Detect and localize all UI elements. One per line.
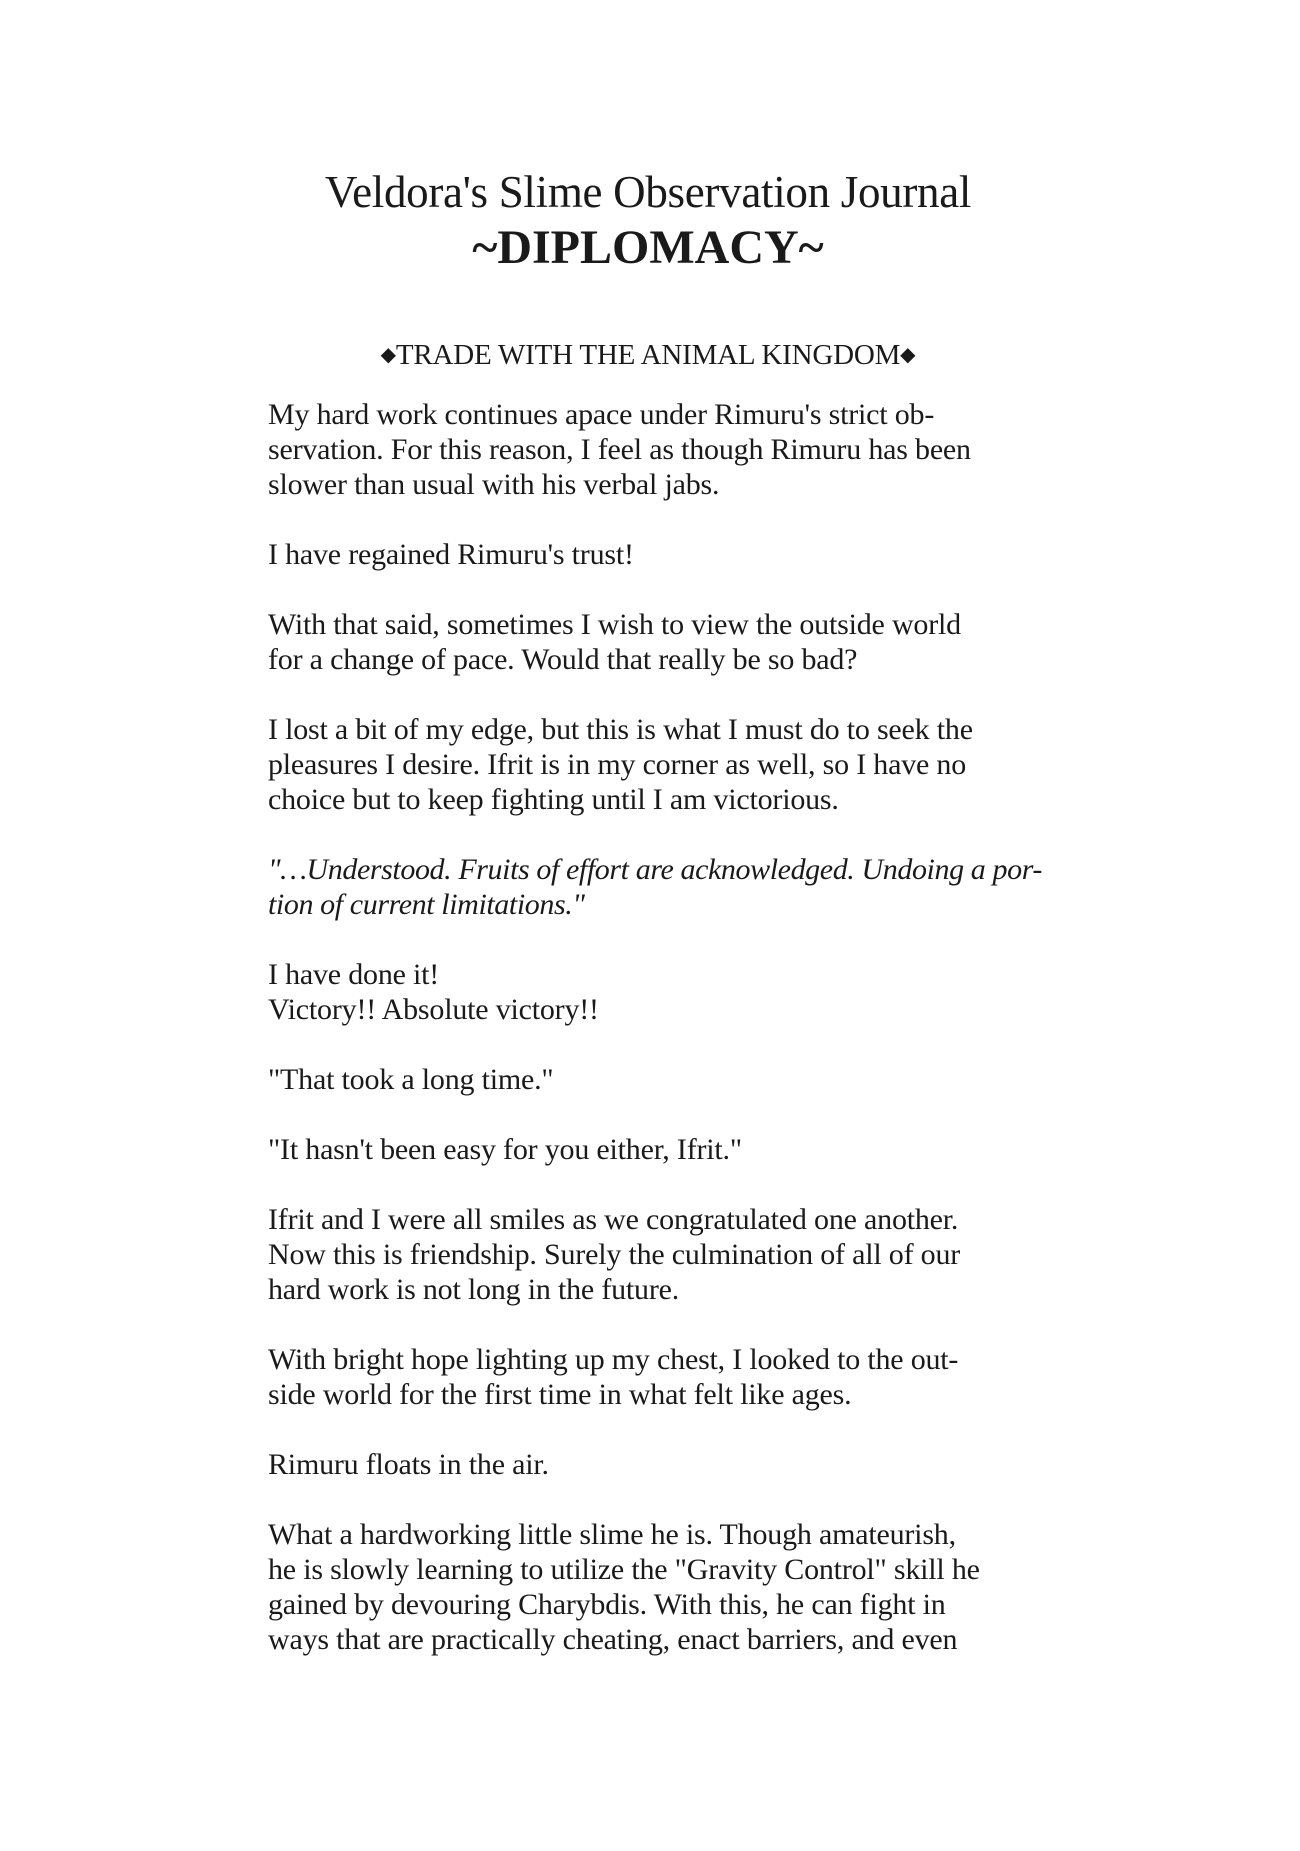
- diamond-right-icon: ◆: [900, 344, 916, 366]
- paragraph-line: I lost a bit of my edge, but this is what I must do to seek the: [268, 713, 973, 746]
- paragraph: [268, 1132, 1028, 1167]
- paragraph-line: What a hardworking little slime he is. Though amateurish,: [268, 1518, 956, 1551]
- paragraph: [268, 712, 1028, 817]
- paragraph: [268, 397, 1028, 502]
- paragraph-line: slower than usual with his verbal jabs.: [268, 468, 720, 501]
- chapter-subtitle: ~DIPLOMACY~: [472, 221, 824, 274]
- paragraph-line: "That took a long time.": [268, 1063, 554, 1096]
- paragraph-line: With that said, sometimes I wish to view the outside world: [268, 608, 961, 641]
- paragraph-line: I have done it!: [268, 958, 440, 991]
- paragraph-line: Rimuru floats in the air.: [268, 1448, 549, 1481]
- paragraph: [268, 957, 1028, 1027]
- paragraph-line: for a change of pace. Would that really be so bad?: [268, 643, 858, 676]
- journal-page: [268, 165, 1042, 1692]
- paragraph: [268, 1342, 1028, 1412]
- paragraph: [268, 1202, 1028, 1307]
- paragraph: [268, 852, 1042, 922]
- paragraph: [268, 1447, 1028, 1482]
- paragraph-line: "It hasn't been easy for you either, Ifrit.": [268, 1133, 742, 1166]
- paragraph: [268, 537, 1028, 572]
- paragraph-line: tion of current limitations.": [268, 888, 585, 921]
- paragraph-line: he is slowly learning to utilize the "Gravity Control" skill he: [268, 1553, 980, 1586]
- paragraph-line: With bright hope lighting up my chest, I looked to the out-: [268, 1343, 959, 1376]
- paragraph-line: choice but to keep fighting until I am victorious.: [268, 783, 839, 816]
- paragraph-line: Now this is friendship. Surely the culmination of all of our: [268, 1238, 961, 1271]
- paragraph-line: Victory!! Absolute victory!!: [268, 993, 599, 1026]
- paragraph: [268, 1062, 1028, 1097]
- paragraph-line: pleasures I desire. Ifrit is in my corner as well, so I have no: [268, 748, 967, 781]
- journal-title: Veldora's Slime Observation Journal: [324, 167, 972, 217]
- paragraph-line: I have regained Rimuru's trust!: [268, 538, 634, 571]
- paragraph-line: servation. For this reason, I feel as though Rimuru has been: [268, 433, 971, 466]
- paragraph-line: "…Understood. Fruits of effort are acknowledged. Undoing a por-: [268, 853, 1042, 886]
- paragraph-line: side world for the first time in what felt like ages.: [268, 1378, 852, 1411]
- diamond-left-icon: ◆: [380, 344, 396, 366]
- paragraph-line: ways that are practically cheating, enact barriers, and even: [268, 1623, 958, 1656]
- body-text: [268, 397, 1042, 1657]
- paragraph: [268, 1517, 1028, 1657]
- section-heading: [268, 337, 1028, 373]
- paragraph-line: Ifrit and I were all smiles as we congratulated one another.: [268, 1203, 959, 1236]
- section-heading-label: TRADE WITH THE ANIMAL KINGDOM: [395, 339, 901, 371]
- paragraph-line: My hard work continues apace under Rimuru's strict ob-: [268, 398, 935, 431]
- paragraph: [268, 607, 1028, 677]
- paragraph-line: hard work is not long in the future.: [268, 1273, 680, 1306]
- paragraph-line: gained by devouring Charybdis. With this, he can fight in: [268, 1588, 946, 1621]
